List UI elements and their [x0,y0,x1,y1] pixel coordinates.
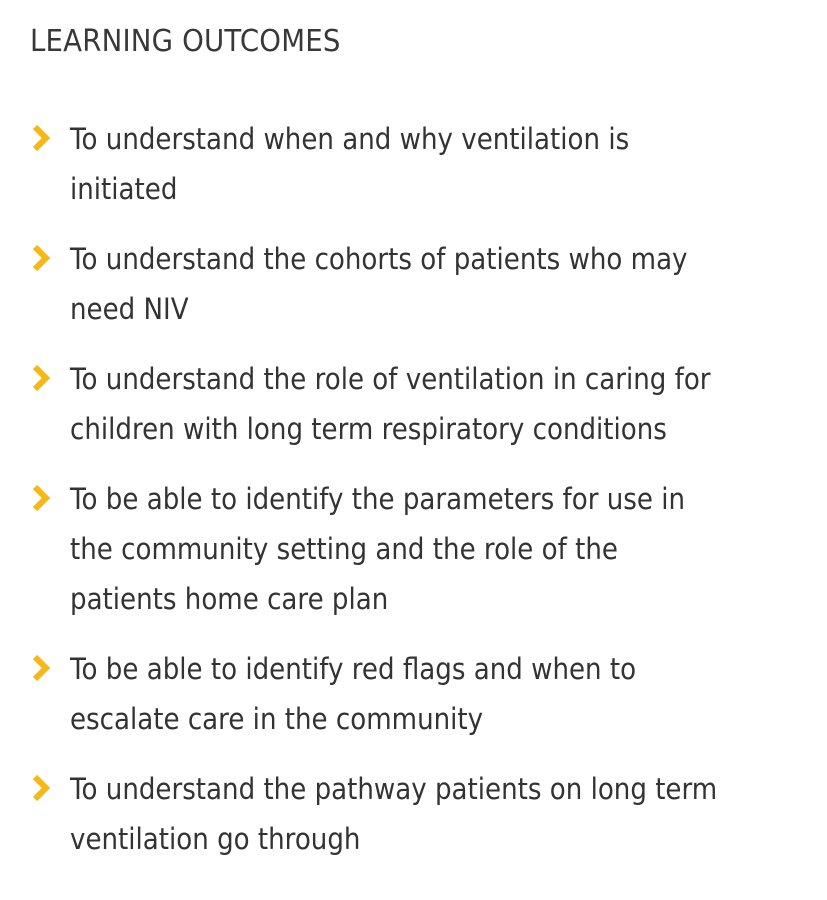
list-item [30,644,800,744]
outcome-line: To understand the role of ventilation in caring for [70,362,711,396]
outcome-line: initiated [70,172,178,206]
outcome-line: patients home care plan [70,582,389,616]
outcome-line: To be able to identify the parameters for use in [70,482,686,516]
outcome-line: need NIV [70,292,189,326]
outcome-line: To understand the cohorts of patients who may [70,242,688,276]
list-item [30,354,800,454]
outcome-line: children with long term respiratory conditions [70,412,667,446]
chevron-right-icon [30,652,52,684]
chevron-right-icon [30,362,52,394]
outcome-line: To understand the pathway patients on long term [70,772,718,806]
page-title: LEARNING OUTCOMES [30,24,341,59]
chevron-right-icon [30,482,52,514]
outcomes-list [30,114,827,864]
outcome-line: ventilation go through [70,822,361,856]
outcome-line: escalate care in the community [70,702,484,736]
chevron-right-icon [30,122,52,154]
list-item [30,234,800,334]
chevron-right-icon [30,772,52,804]
outcome-line: To be able to identify red flags and when to [70,652,637,686]
list-item [30,114,800,214]
list-item [30,764,800,864]
list-item [30,474,800,624]
chevron-right-icon [30,242,52,274]
outcome-line: To understand when and why ventilation is [70,122,630,156]
outcome-line: the community setting and the role of the [70,532,618,566]
